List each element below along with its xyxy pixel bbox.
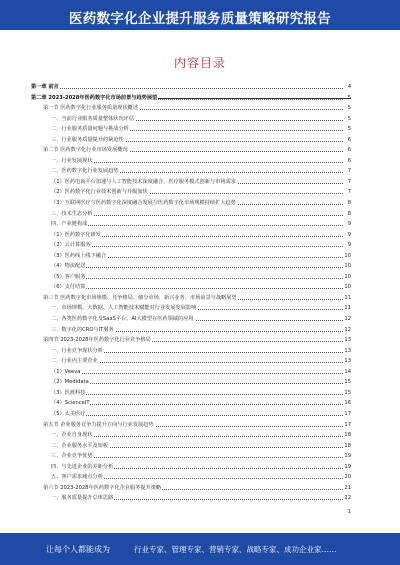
toc-entry[interactable] <box>31 346 351 357</box>
toc-entry[interactable] <box>31 398 351 409</box>
toc-entry-page: 13 <box>344 337 351 344</box>
toc-entry-page: 7 <box>347 178 351 185</box>
toc-entry[interactable] <box>31 282 351 293</box>
toc-entry-label: （1）医药数字化研发 <box>51 230 102 241</box>
footer-slogan: 让每个人都能成为 <box>46 545 110 554</box>
table-of-contents <box>31 82 351 504</box>
toc-entry[interactable] <box>31 325 351 336</box>
toc-leader-dots <box>51 415 343 416</box>
toc-entry[interactable] <box>31 240 351 251</box>
toc-entry[interactable] <box>31 388 351 399</box>
toc-entry[interactable] <box>31 198 351 209</box>
toc-leader-dots <box>51 267 343 268</box>
toc-entry-page: 20 <box>344 474 351 481</box>
toc-entry-page: 19 <box>344 463 351 470</box>
toc-entry[interactable] <box>31 219 351 230</box>
toc-entry-page: 22 <box>344 495 351 502</box>
toc-entry-label: 二、行业内主要企业 <box>51 356 99 367</box>
toc-entry-page: 6 <box>347 136 351 143</box>
toc-entry[interactable] <box>31 293 351 304</box>
toc-entry[interactable] <box>31 114 351 125</box>
toc-entry-label: （2）Medidata <box>51 377 90 388</box>
toc-entry[interactable] <box>31 124 351 135</box>
toc-entry-page: 13 <box>344 347 351 354</box>
toc-entry-page: 5 <box>347 126 351 133</box>
toc-entry-label: （3）医药线上线下融合 <box>51 251 107 262</box>
toc-entry-label: 二、行业服务质量问题与挑战分析 <box>51 124 130 135</box>
toc-entry-label: 第二章 2023-2028年医药数字化市场前景与趋势展望 <box>31 93 158 104</box>
toc-entry[interactable] <box>31 356 351 367</box>
toc-entry-label: （5）客户服务 <box>51 272 86 283</box>
toc-entry[interactable] <box>31 209 351 220</box>
footer-banner <box>0 533 400 565</box>
toc-entry-page: 12 <box>344 316 351 323</box>
toc-entry-label: 二、医药数字化行业发展趋势 <box>51 166 119 177</box>
toc-entry-page: 12 <box>344 326 351 333</box>
toc-entry-label: （2）医药数字化行业技术创新与升级加快 <box>51 187 149 198</box>
toc-entry[interactable] <box>31 261 351 272</box>
toc-leader-dots <box>51 162 343 163</box>
toc-entry-page: 10 <box>344 273 351 280</box>
toc-entry-label: 第三节 医药数字化市场规模、竞争格局、细分市场、新兴业务、市场前景与战略展望 <box>43 293 238 304</box>
toc-entry-page: 9 <box>347 231 351 238</box>
toc-entry[interactable] <box>31 493 351 504</box>
toc-entry-label: 第五节 企业服务竞争力提升方向与行业发展趋势 <box>43 420 155 431</box>
toc-entry-page: 7 <box>347 168 351 175</box>
toc-entry-page: 15 <box>344 379 351 386</box>
toc-entry-page: 4 <box>347 84 351 90</box>
toc-leader-dots <box>51 288 343 289</box>
toc-entry[interactable] <box>31 303 351 314</box>
header-banner <box>0 0 400 30</box>
toc-leader-dots <box>51 394 343 395</box>
toc-entry[interactable] <box>31 177 351 188</box>
toc-entry-page: 13 <box>344 358 351 365</box>
toc-entry-page: 11 <box>344 294 351 301</box>
toc-entry-page: 14 <box>344 368 351 375</box>
report-title: 医药数字化企业提升服务质量策略研究报告 <box>68 11 332 27</box>
toc-entry-label: 一、市场规模、大数据、人工智能技术赋能对行业发展发展影响 <box>51 303 197 314</box>
page-number: 1 <box>347 509 351 515</box>
toc-entry-label: 三、企业竞争优势 <box>51 451 94 462</box>
toc-entry-page: 5 <box>347 105 351 112</box>
toc-entry-page: 5 <box>347 115 351 122</box>
toc-entry-label: （5）太美医疗 <box>51 409 86 420</box>
toc-leader-dots <box>51 457 343 458</box>
toc-entry-label: （1）Veeva <box>51 367 81 378</box>
footer-tagline: 行业专家、管理专家、营销专家、战略专家、成功企业家…… <box>134 545 337 554</box>
toc-leader-dots <box>31 88 343 89</box>
toc-entry[interactable] <box>31 462 351 473</box>
toc-entry[interactable] <box>31 377 351 388</box>
toc-leader-dots <box>51 278 343 279</box>
toc-entry[interactable] <box>31 483 351 494</box>
toc-entry-label: 第一章 前言 <box>31 82 60 93</box>
toc-leader-dots <box>51 373 343 374</box>
toc-entry-label: 五、客户需求痛点分析 <box>51 472 104 483</box>
toc-entry[interactable] <box>31 420 351 431</box>
toc-entry-label: （4）物流配送 <box>51 261 86 272</box>
toc-entry-page: 10 <box>344 252 351 259</box>
toc-entry[interactable] <box>31 93 351 104</box>
toc-entry[interactable] <box>31 82 351 93</box>
toc-entry[interactable] <box>31 472 351 483</box>
toc-entry[interactable] <box>31 166 351 177</box>
toc-entry-label: 一、当前行业服务质量整体状况评估 <box>51 114 135 125</box>
toc-entry-label: 三、技术生态分析 <box>51 209 94 220</box>
toc-entry[interactable] <box>31 314 351 325</box>
toc-heading: 内容目录 <box>173 56 226 70</box>
toc-entry-page: 18 <box>344 432 351 439</box>
toc-entry[interactable] <box>31 230 351 241</box>
toc-entry-label: （2）云计算服务 <box>51 240 92 251</box>
toc-leader-dots <box>51 225 343 226</box>
toc-entry[interactable] <box>31 367 351 378</box>
toc-entry-label: 第二节 医药数字化行业市场发展概况 <box>43 145 129 156</box>
toc-entry[interactable] <box>31 430 351 441</box>
toc-entry-page: 9 <box>347 221 351 228</box>
toc-entry-label: 第六节 2023-2028年医药数字化企业服务提升策略 <box>43 483 162 494</box>
toc-entry-page: 10 <box>344 284 351 291</box>
toc-entry-label: 第一节 医药数字化行业服务质量现状概述 <box>43 103 139 114</box>
toc-entry-page: 10 <box>344 263 351 270</box>
toc-entry-label: 二、企业服务水平及短板 <box>51 441 109 452</box>
toc-entry-label: 一、企业自身现状 <box>51 430 94 441</box>
toc-entry-page: 16 <box>344 400 351 407</box>
toc-entry-label: （1）医药电商平台加速与人工智能技术深度融合、医疗服务模式创新与市场需求 <box>51 177 237 188</box>
toc-entry-page: 8 <box>347 200 351 207</box>
toc-entry-label: 第四节 2023-2028年医药数字化行业竞争格局 <box>43 335 152 346</box>
toc-entry-page: 7 <box>347 189 351 196</box>
toc-entry[interactable] <box>31 156 351 167</box>
toc-leader-dots <box>51 404 343 405</box>
toc-leader-dots <box>51 436 343 437</box>
toc-entry-label: 四、产业链构成 <box>51 219 88 230</box>
toc-entry-label: （4）ScienceIT <box>51 398 90 409</box>
toc-entry-page: 17 <box>344 410 351 417</box>
toc-entry-label: 一、服务质量提升总体思路 <box>51 493 114 504</box>
toc-entry-label: 四、与先进企业的差距分析 <box>51 462 114 473</box>
toc-entry-label: 一、行业发展现状 <box>51 156 94 167</box>
toc-entry-label: （3）医渡科技 <box>51 388 86 399</box>
toc-entry-label: （6）支付结算 <box>51 282 86 293</box>
toc-entry-page: 21 <box>344 484 351 491</box>
toc-entry-page: 11 <box>344 305 351 312</box>
toc-entry-label: 三、行业服务质量提升的紧迫性 <box>51 135 125 146</box>
toc-entry-page: 5 <box>347 94 351 101</box>
toc-leader-dots <box>51 215 343 216</box>
toc-entry[interactable] <box>31 409 351 420</box>
toc-entry-page: 6 <box>347 157 351 164</box>
toc-entry-page: 9 <box>347 242 351 249</box>
toc-entry-page: 8 <box>347 210 351 217</box>
toc-entry-page: 17 <box>344 421 351 428</box>
toc-entry-label: 二、各类医药数字化及SaaS平台、AI大模型在医药领域的应用 <box>51 314 195 325</box>
toc-leader-dots <box>51 383 343 384</box>
toc-entry[interactable] <box>31 187 351 198</box>
toc-entry[interactable] <box>31 145 351 156</box>
toc-entry[interactable] <box>31 135 351 146</box>
toc-entry[interactable] <box>31 441 351 452</box>
toc-leader-dots <box>51 246 343 247</box>
toc-entry[interactable] <box>31 272 351 283</box>
toc-entry-label: 一、行业竞争现状分析 <box>51 346 104 357</box>
toc-entry[interactable] <box>31 251 351 262</box>
toc-entry-page: 15 <box>344 389 351 396</box>
toc-entry[interactable] <box>31 103 351 114</box>
toc-entry[interactable] <box>31 451 351 462</box>
toc-entry-page: 18 <box>344 442 351 449</box>
toc-entry[interactable] <box>31 335 351 346</box>
toc-entry-page: 6 <box>347 147 351 154</box>
toc-entry-page: 19 <box>344 453 351 460</box>
toc-entry-label: 三、数字化的CRO与IT服务 <box>51 325 115 336</box>
toc-entry-label: （3）互联网医疗与医药数字化深度融合发展与医药数字化市场规模持续扩大趋势 <box>51 198 237 209</box>
